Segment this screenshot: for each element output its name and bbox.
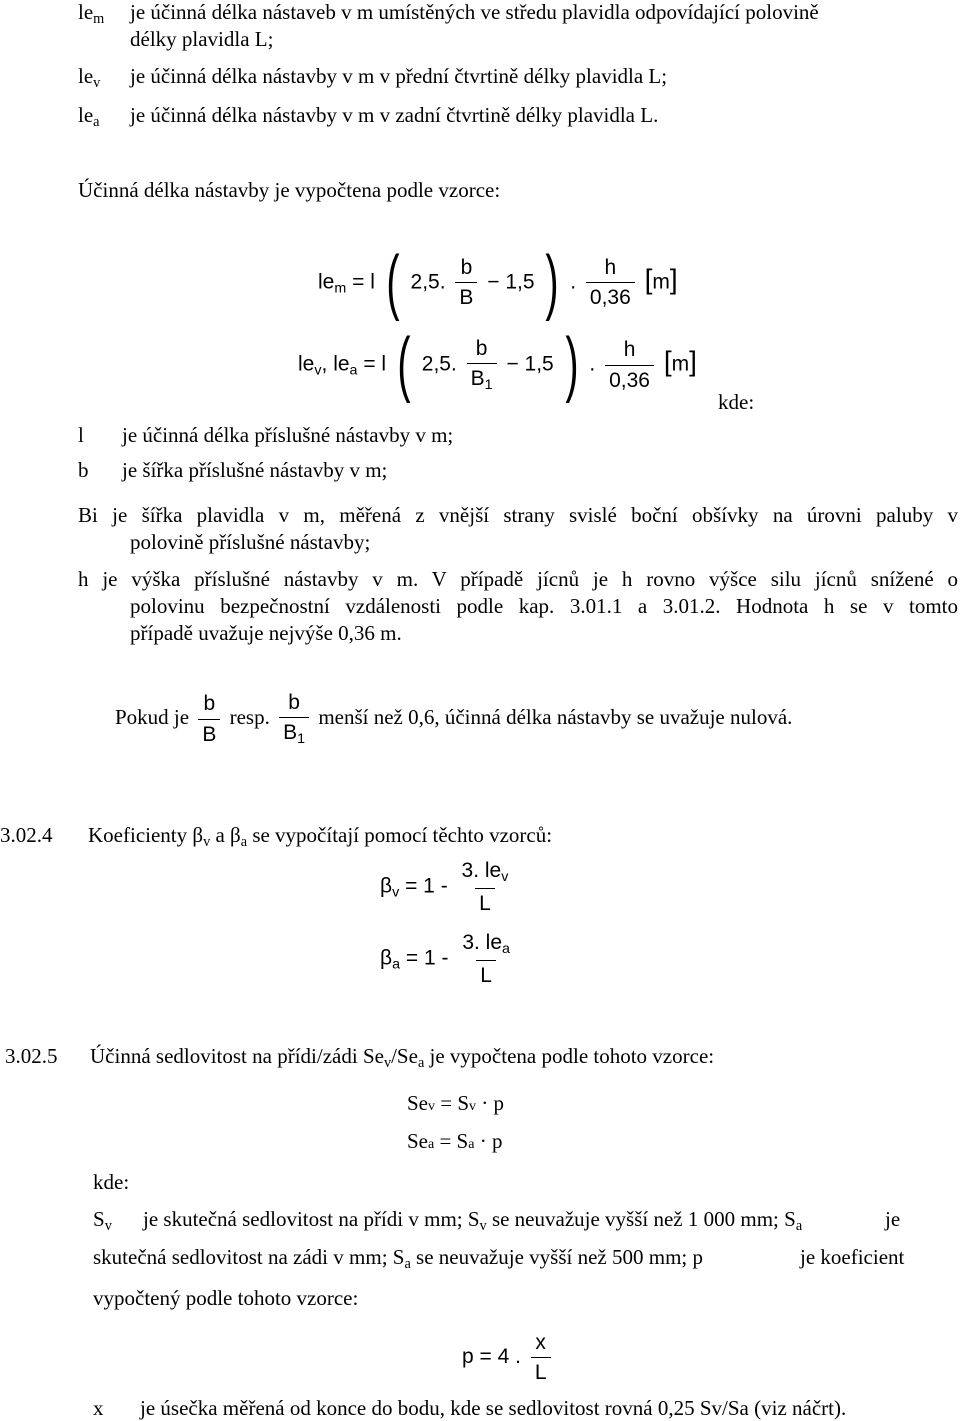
formula-beta-v: $\beta_v = 1$ - $\frac{3. le_v}{L}$ xyxy=(380,858,516,916)
fraction-h-over-036: $\frac{h}{0,36}$ xyxy=(586,255,635,310)
def-b-text: je šířka příslušné nástavby v m; xyxy=(122,458,388,482)
sv-definition-line2-end: je koeficient xyxy=(800,1245,905,1269)
def-le-m-text-line2: délky plavidla L; xyxy=(130,27,274,51)
sv-definition-line1: je skutečná sedlovitost na přídi v mm; $S_v$ se neuvažuje vyšší než 1 000 mm; $S_a$ xyxy=(143,1207,803,1234)
section-3-02-5-number: 3.02.5 xyxy=(5,1044,58,1068)
section-3-02-4-number: 3.02.4 xyxy=(0,823,53,847)
paren-open: ( xyxy=(397,324,411,405)
paren-open: ( xyxy=(386,242,400,322)
formula-beta-a: $\beta_a = 1$ - $\frac{3. le_a}{L}$ xyxy=(380,930,518,988)
h-definition-line3: případě uvažuje nejvýše 0,36 m. xyxy=(130,621,402,645)
h-definition-line1: h je výška příslušné nástavby v m. V případě jícnů je h rovno výšce silu jícnů snížené o xyxy=(78,567,958,591)
fraction-b-over-B1: $\frac{b}{B_1}$ xyxy=(467,336,497,394)
def-le-m-text-line1: je účinná délka nástaveb v m umístěných ve středu plavidla odpovídající polovině xyxy=(130,0,819,24)
formula-se-v: Sev = Sv · p xyxy=(407,1091,505,1115)
h-definition-line2: polovinu bezpečnostní vzdálenosti podle kap. 3.01.1 a 3.01.2. Hodnota h se v tomto xyxy=(130,594,958,618)
bi-definition-line1: Bi je šířka plavidla v m, měřená z vnější strany svislé boční obšívky na úrovni paluby v xyxy=(78,503,958,527)
intro-text: Účinná délka nástavby je vypočtena podle vzorce: xyxy=(78,178,501,202)
section-3-02-5-text: Účinná sedlovitost na přídi/zádi $Se_v/Se_a$ je vypočtena podle tohoto vzorce: xyxy=(90,1044,715,1071)
sv-definition-line3: vypočtený podle tohoto vzorce: xyxy=(93,1286,359,1310)
kde-label: kde: xyxy=(718,390,755,414)
sv-term: $S_v$ xyxy=(93,1207,112,1234)
pokud-statement: Pokud je $\frac{b}{B}$ resp. $\frac{b}{B_1}$ menší než 0,6, účinná délka nástavby se uvažuje nulová. xyxy=(115,691,793,748)
def-le-v-text: je účinná délka nástavby v m v přední čtvrtině délky plavidla L; xyxy=(130,64,668,88)
fraction-b-over-B: $\frac{b}{B}$ xyxy=(198,691,220,746)
sv-definition-line1-end: je xyxy=(885,1207,901,1231)
def-l-text: je účinná délka příslušné nástavby v m; xyxy=(122,423,454,447)
fraction-x-over-L: $\frac{x}{L}$ xyxy=(531,1330,551,1385)
formula-p: p = 4 . $\frac{x}{L}$ xyxy=(462,1330,555,1385)
fraction-b-over-B: $\frac{b}{B}$ xyxy=(455,255,477,310)
formula-le-v-le-a: $le_v$, $le_a = l$ ( 2,5. $\frac{b}{B_1}$ − 1,5 ) . $\frac{h}{0,36}$ [m] xyxy=(298,324,697,405)
sv-definition-line2: skutečná sedlovitost na zádi v mm; $S_a$ se neuvažuje vyšší než 500 mm; p xyxy=(93,1245,703,1272)
def-le-m-term: $le_m$ xyxy=(78,0,105,27)
paren-close: ) xyxy=(545,242,559,322)
fraction-h-over-036: $\frac{h}{0,36}$ xyxy=(605,337,654,392)
formula-se-a: Sea = Sa · p xyxy=(407,1129,503,1153)
def-l-term: l xyxy=(78,423,84,447)
fraction-3lea-over-L: $\frac{3. le_a}{L}$ xyxy=(462,931,510,988)
formula-le-m: $le_m = l$ ( 2,5. $\frac{b}{B}$ − 1,5 ) . $\frac{h}{0,36}$ [m] xyxy=(318,242,678,322)
fraction-3lev-over-L: $\frac{3. le_v}{L}$ xyxy=(461,859,509,916)
kde-label-2: kde: xyxy=(93,1170,130,1194)
def-le-a-text: je účinná délka nástavby v m v zadní čtvrtině délky plavidla L. xyxy=(130,103,659,127)
def-b-term: b xyxy=(78,458,89,482)
paren-close: ) xyxy=(564,324,579,405)
def-x-term: x xyxy=(93,1396,104,1420)
fraction-b-over-B1: $\frac{b}{B_1}$ xyxy=(279,690,309,748)
def-le-v-term: $le_v$ xyxy=(78,64,101,91)
def-x-text: je úsečka měřená od konce do bodu, kde se sedlovitost rovná 0,25 Sv/Sa (viz náčrt). xyxy=(140,1396,847,1420)
section-3-02-4-text: Koeficienty $\beta_v$ a $\beta_a$ se vypočítají pomocí těchto vzorců: xyxy=(88,823,553,850)
def-le-a-term: $le_a$ xyxy=(78,103,100,130)
bi-definition-line2: polovině příslušné nástavby; xyxy=(130,530,371,554)
